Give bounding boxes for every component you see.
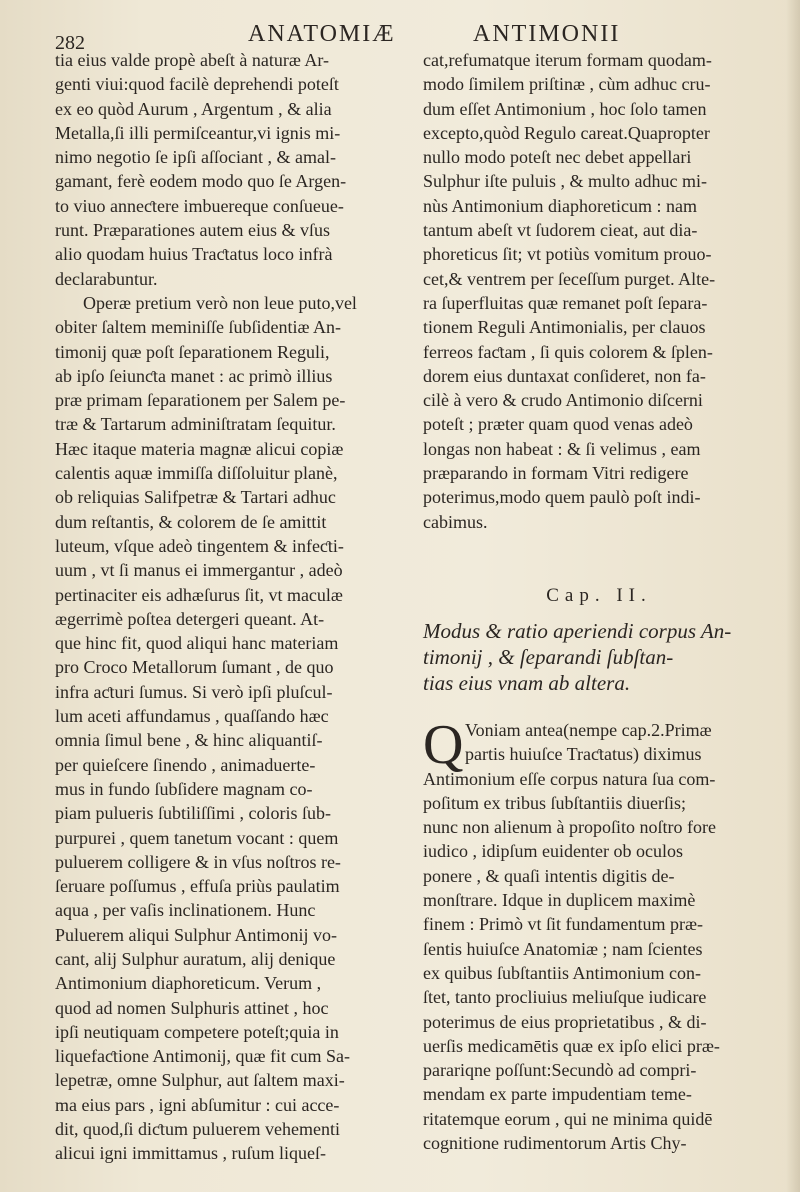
text-line: Modus & ratio aperiendi corpus An- xyxy=(423,618,732,643)
text-line: partis huiuſce Traƈtatus) diximus xyxy=(465,744,702,765)
text-line: cabimus. xyxy=(423,511,488,532)
text-line: uum , vt ſi manus ei immergantur , adeò xyxy=(55,560,343,581)
text-line: poteſt ; præter quam quod venas adeò xyxy=(423,414,693,435)
text-line: runt. Præparationes autem eius & vſus xyxy=(55,220,330,241)
text-line: Metalla,ſi illi permiſceantur,vi ignis mi- xyxy=(55,122,341,143)
text-line: ſentis huiuſce Anatomiæ ; nam ſcientes xyxy=(423,938,703,959)
text-line: phoreticus ſit; vt potiùs vomitum prouo- xyxy=(423,244,712,265)
text-line: liquefaƈtione Antimonij, quæ fit cum Sa- xyxy=(55,1046,350,1067)
running-head xyxy=(50,12,790,54)
text-line: cat,refumatque iterum formam quodam- xyxy=(423,50,712,70)
text-line: nullo modo poteſt nec debet appellari xyxy=(423,147,692,168)
chapter-title xyxy=(423,618,775,696)
chapter-heading: Cap. II. xyxy=(546,584,652,606)
text-line: træ & Tartarum adminiſtratam ſequitur. xyxy=(55,414,336,435)
right-column-text-bottom xyxy=(423,767,775,1156)
page-edge-shading xyxy=(786,0,800,1192)
text-line: monſtrare. Idque in duplicem maximè xyxy=(423,890,696,911)
text-line: Antimonium diaphoreticum. Verum , xyxy=(55,973,322,994)
text-line: purpurei , quem tanetum vocant : quem xyxy=(55,827,339,848)
text-line: poſitum ex tribus ſubſtantiis diuerſis; xyxy=(423,792,686,813)
text-line: aqua , per vaſis inclinationem. Hunc xyxy=(55,900,316,921)
text-line: Operæ pretium verò non leue puto,vel xyxy=(83,292,357,313)
text-line: tia eius valde propè abeſt à naturæ Ar- xyxy=(55,50,330,70)
text-line: declarabuntur. xyxy=(55,268,158,289)
chapter-opening-paragraph xyxy=(423,713,775,776)
text-line: cet,& ventrem per ſeceſſum purget. Alte- xyxy=(423,268,716,289)
text-line: Voniam antea(nempe cap.2.Primæ xyxy=(465,719,712,740)
page-number: 282 xyxy=(55,32,85,54)
text-line: to viuo anneƈtere imbuereque conſueue- xyxy=(55,195,344,216)
right-column xyxy=(423,48,775,1155)
text-line: iudico , idipſum euidenter ob oculos xyxy=(423,841,683,862)
text-line: parariqne poſſunt:Secundò ad compri- xyxy=(423,1060,697,1081)
text-line: dum reſtantis, & colorem de ſe amittit xyxy=(55,511,327,532)
text-line: lepetræ, omne Sulphur, aut ſaltem maxi- xyxy=(55,1070,345,1091)
spacer xyxy=(423,696,775,718)
text-line: ſeruare poſſumus , effuſa priùs paulatim xyxy=(55,876,340,897)
text-line: timonij , & ſeparandi ſubſtan- xyxy=(423,644,674,669)
text-line: que hinc fit, quod aliqui hanc materiam xyxy=(55,633,339,654)
text-line: ægerrimè poſtea detergeri queant. At- xyxy=(55,608,325,629)
text-line: finem : Primò vt ſit fundamentum præ- xyxy=(423,914,703,935)
text-line: modo ſimilem priſtinæ , cùm adhuc cru- xyxy=(423,74,711,95)
text-line: luteum, vſque adeò tingentem & infeƈti- xyxy=(55,535,344,556)
text-line: piam pulueris ſubtiliſſimi , coloris ſub- xyxy=(55,803,331,824)
text-line: obiter ſaltem meminiſſe ſubſidentiæ An- xyxy=(55,317,341,338)
text-line: genti viui:quod facilè deprehendi poteſt xyxy=(55,74,339,95)
right-column-text-top xyxy=(423,48,775,534)
text-line: dit, quod,ſi diƈtum puluerem vehementi xyxy=(55,1119,340,1140)
text-line: pertinaciter eis adhæſurus ſit, vt maculæ xyxy=(55,584,343,605)
text-line: ferreos faƈtam , ſi quis colorem & ſplen- xyxy=(423,341,713,362)
text-line: quod ad nomen Sulphuris attinet , hoc xyxy=(55,997,329,1018)
text-line: ex quibus ſubſtantiis Antimonium con- xyxy=(423,962,701,983)
text-line: tantum abeſt vt ſudorem cieat, aut dia- xyxy=(423,220,698,241)
text-line: lum aceti affundamus , quaſſando hæc xyxy=(55,706,329,727)
text-line: tias eius vnam ab altera. xyxy=(423,670,631,695)
text-line: excepto,quòd Regulo careat.Quapropter xyxy=(423,122,710,143)
text-line: ex eo quòd Aurum , Argentum , & alia xyxy=(55,98,332,119)
text-line: mendam ex parte impudentiam teme- xyxy=(423,1084,692,1105)
left-column xyxy=(55,48,411,1166)
text-line: ra ſuperfluitas quæ remanet poſt ſepara- xyxy=(423,292,708,313)
text-line: præ primam ſeparationem per Salem pe- xyxy=(55,390,346,411)
text-line: gamant, ferè eodem modo quo ſe Argen- xyxy=(55,171,347,192)
text-line: poterimus,modo quem paulò poſt indi- xyxy=(423,487,701,508)
drop-initial: Q xyxy=(423,713,464,776)
text-line: ma eius pars , igni abſumitur : cui acce- xyxy=(55,1094,340,1115)
running-title-left: ANATOMIÆ xyxy=(248,21,396,47)
text-line: timonij quæ poſt ſeparationem Reguli, xyxy=(55,341,330,362)
text-line: puluerem colligere & in vſus noſtros re- xyxy=(55,851,341,872)
text-line: ab ipſo ſeiunƈta manet : ac primò illius xyxy=(55,365,333,386)
text-line: omnia ſimul bene , & hinc aliquantiſ- xyxy=(55,730,323,751)
text-line: cilè à vero & crudo Antimonio diſcerni xyxy=(423,390,703,411)
text-line: uerſis medicamētis quæ ex ipſo elici præ- xyxy=(423,1035,720,1056)
text-line: Puluerem aliqui Sulphur Antimonij vo- xyxy=(55,924,337,945)
text-line: ponere , & quaſi intentis digitis de- xyxy=(423,865,675,886)
text-line: alicui igni immittamus , ruſum liqueſ- xyxy=(55,1143,326,1164)
text-line: infra aƈturi ſumus. Si verò ipſi pluſcul- xyxy=(55,681,333,702)
text-line: cognitione rudimentorum Artis Chy- xyxy=(423,1132,687,1153)
text-line: Antimonium eſſe corpus natura ſua com- xyxy=(423,768,716,789)
text-line: Sulphur iſte puluis , & multo adhuc mi- xyxy=(423,171,707,192)
text-line: dum eſſet Antimonium , hoc ſolo tamen xyxy=(423,98,707,119)
text-line: mus in fundo ſubſidere magnam co- xyxy=(55,778,313,799)
text-line: cant, alij Sulphur auratum, alij denique xyxy=(55,948,336,969)
text-line: alio quodam huius Traƈtatus loco infrà xyxy=(55,244,333,265)
text-line: tionem Reguli Antimonialis, per clauos xyxy=(423,317,706,338)
text-line: longas non habeat : & ſi velimus , eam xyxy=(423,438,701,459)
text-line: nimo negotio ſe ipſi aſſociant , & amal- xyxy=(55,147,336,168)
text-line: nùs Antimonium diaphoreticum : nam xyxy=(423,195,697,216)
running-title-right: ANTIMONII xyxy=(473,21,621,47)
text-line: ritatemque eorum , qui ne minima quidē xyxy=(423,1108,713,1129)
text-line: nunc non alienum à propoſito noſtro fore xyxy=(423,817,716,838)
text-line: pro Croco Metallorum ſumant , de quo xyxy=(55,657,334,678)
text-line: dorem eius duntaxat conſideret, non fa- xyxy=(423,365,706,386)
text-line: calentis aquæ immiſſa diſſoluitur planè, xyxy=(55,463,338,484)
text-line: Hæc itaque materia magnæ alicui copiæ xyxy=(55,438,344,459)
text-line: ob reliquias Salifpetræ & Tartari adhuc xyxy=(55,487,336,508)
text-line: ipſi neutiquam competere poteſt;quia in xyxy=(55,1021,339,1042)
text-line: poterimus de eius proprietatibus , & di- xyxy=(423,1011,707,1032)
text-line: præparando in formam Vitri redigere xyxy=(423,463,689,484)
text-line: per quieſcere ſinendo , animaduerte- xyxy=(55,754,316,775)
text-line: ſtet, tanto procliuius meliuſque iudicare xyxy=(423,987,707,1008)
